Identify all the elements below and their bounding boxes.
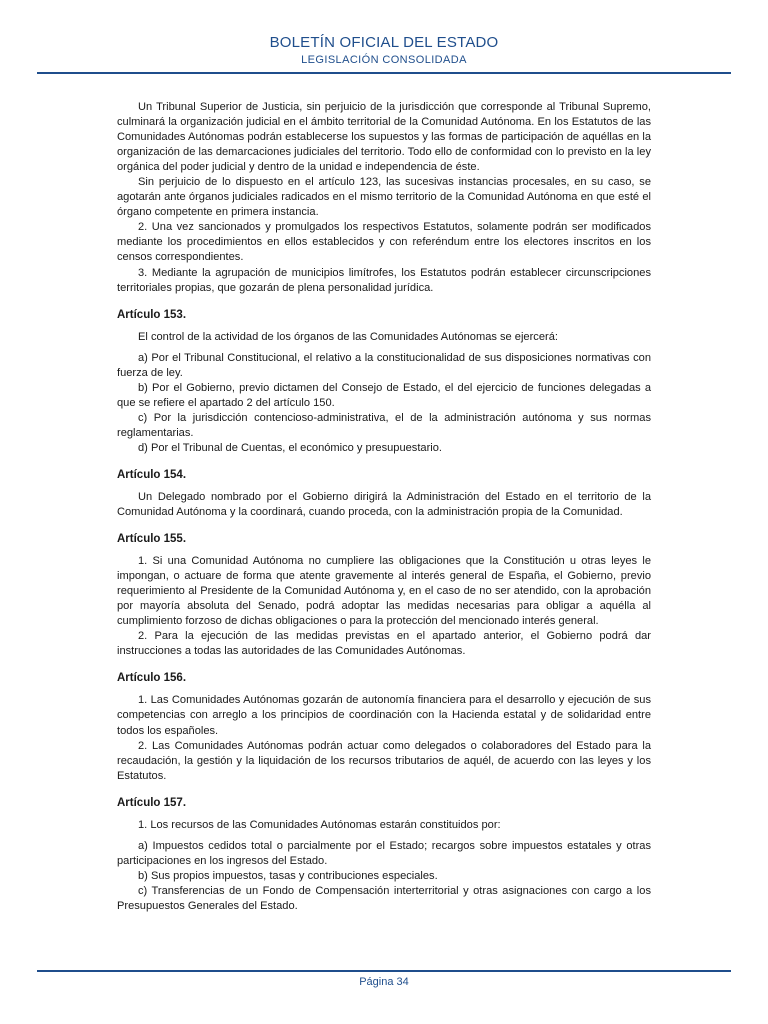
article-156-paragraph-1: 1. Las Comunidades Autónomas gozarán de autonomía financiera para el desarrollo y ejecución de sus competencias con arreglo a los principios de coordinación con la Hacienda estatal y de solidaridad entre todos los españoles. [117, 694, 651, 737]
article-155-paragraph-1: 1. Si una Comunidad Autónoma no cumpliere las obligaciones que la Constitución u otras leyes le impongan, o actuare de forma que atente gravemente al interés general de España, el Gobierno, previo requerimiento al Presidente de la Comunidad Autónoma y, en el caso de no ser atendido, con la aprobación por mayoría absoluta del Senado, podrá adoptar las medidas necesarias para obligar a aquélla al cumplimiento forzoso de dichas obligaciones o para la protección del mencionado interés general. [117, 555, 651, 628]
footer-divider [37, 970, 731, 972]
article-153-lead: El control de la actividad de los órganos de las Comunidades Autónomas se ejercerá: [138, 330, 558, 343]
header-divider [37, 72, 731, 74]
article-155-heading: Artículo 155. [117, 533, 187, 546]
article-154-heading: Artículo 154. [117, 468, 187, 481]
article-153-heading: Artículo 153. [117, 308, 187, 321]
document-header [0, 34, 768, 68]
intro-paragraph-4: 3. Mediante la agrupación de municipios limítrofes, los Estatutos podrán establecer circunscripciones territoriales propias, que gozarán de plena personalidad jurídica. [117, 266, 651, 294]
article-157-item-c: c) Transferencias de un Fondo de Compensación interterritorial y otras asignaciones con cargo a los Presupuestos Generales del Estado. [117, 884, 651, 912]
article-154-paragraph-1: Un Delegado nombrado por el Gobierno dirigirá la Administración del Estado en el territorio de la Comunidad Autónoma y la coordinará, cuando proceda, con la administración propia de la Comunidad. [117, 490, 651, 519]
intro-paragraph-2: Sin perjuicio de lo dispuesto en el artículo 123, las sucesivas instancias procesales, en su caso, se agotarán ante órganos judiciales radicados en el mismo territorio de la Comunidad Autónoma en que esté el órgano competente en primera instancia. [117, 176, 651, 219]
article-153-item-b: b) Por el Gobierno, previo dictamen del Consejo de Estado, el del ejercicio de funciones delegadas a que se refiere el apartado 2 del artículo 150. [117, 381, 651, 409]
publication-title: BOLETÍN OFICIAL DEL ESTADO [269, 34, 499, 51]
article-157-item-b: b) Sus propios impuestos, tasas y contribuciones especiales. [138, 869, 438, 882]
article-156-heading: Artículo 156. [117, 672, 187, 685]
article-153-item-c: c) Por la jurisdicción contencioso-administrativa, el de la administración autónoma y sus normas reglamentarias. [117, 411, 651, 439]
article-156-paragraph-2: 2. Las Comunidades Autónomas podrán actuar como delegados o colaboradores del Estado para la recaudación, la gestión y la liquidación de los recursos tributarios de aquél, de acuerdo con las leyes y los Estatutos. [117, 739, 651, 782]
article-155-paragraph-2: 2. Para la ejecución de las medidas previstas en el apartado anterior, el Gobierno podrá dar instrucciones a todas las autoridades de las Comunidades Autónomas. [117, 630, 651, 658]
article-153-item-d: d) Por el Tribunal de Cuentas, el económico y presupuestario. [138, 441, 443, 454]
page-number: Página 34 [359, 976, 409, 988]
document-body [117, 100, 651, 914]
article-153-item-a: a) Por el Tribunal Constitucional, el relativo a la constitucionalidad de sus disposiciones normativas con fuerza de ley. [117, 351, 651, 379]
article-157-item-a: a) Impuestos cedidos total o parcialmente por el Estado; recargos sobre impuestos estatales y otras participaciones en los ingresos del Estado. [117, 839, 651, 867]
intro-paragraph-3: 2. Una vez sancionados y promulgados los respectivos Estatutos, solamente podrán ser modificados mediante los procedimientos en ellos establecidos y con referéndum entre los electores inscritos en los censos correspondientes. [117, 221, 651, 264]
intro-paragraph-1: Un Tribunal Superior de Justicia, sin perjuicio de la jurisdicción que corresponde al Tribunal Supremo, culminará la organización judicial en el ámbito territorial de la Comunidad Autónoma. En los Estatutos de las Comunidades Autónomas podrán establecerse los supuestos y las formas de participación de aquéllas en la organización de las demarcaciones judiciales del territorio. Todo ello de conformidad con lo previsto en la ley orgánica del poder judicial y dentro de la unidad e independencia de éste. [117, 101, 651, 174]
article-157-heading: Artículo 157. [117, 796, 187, 809]
article-157-lead: 1. Los recursos de las Comunidades Autónomas estarán constituidos por: [138, 818, 501, 831]
publication-subtitle: LEGISLACIÓN CONSOLIDADA [301, 54, 467, 66]
